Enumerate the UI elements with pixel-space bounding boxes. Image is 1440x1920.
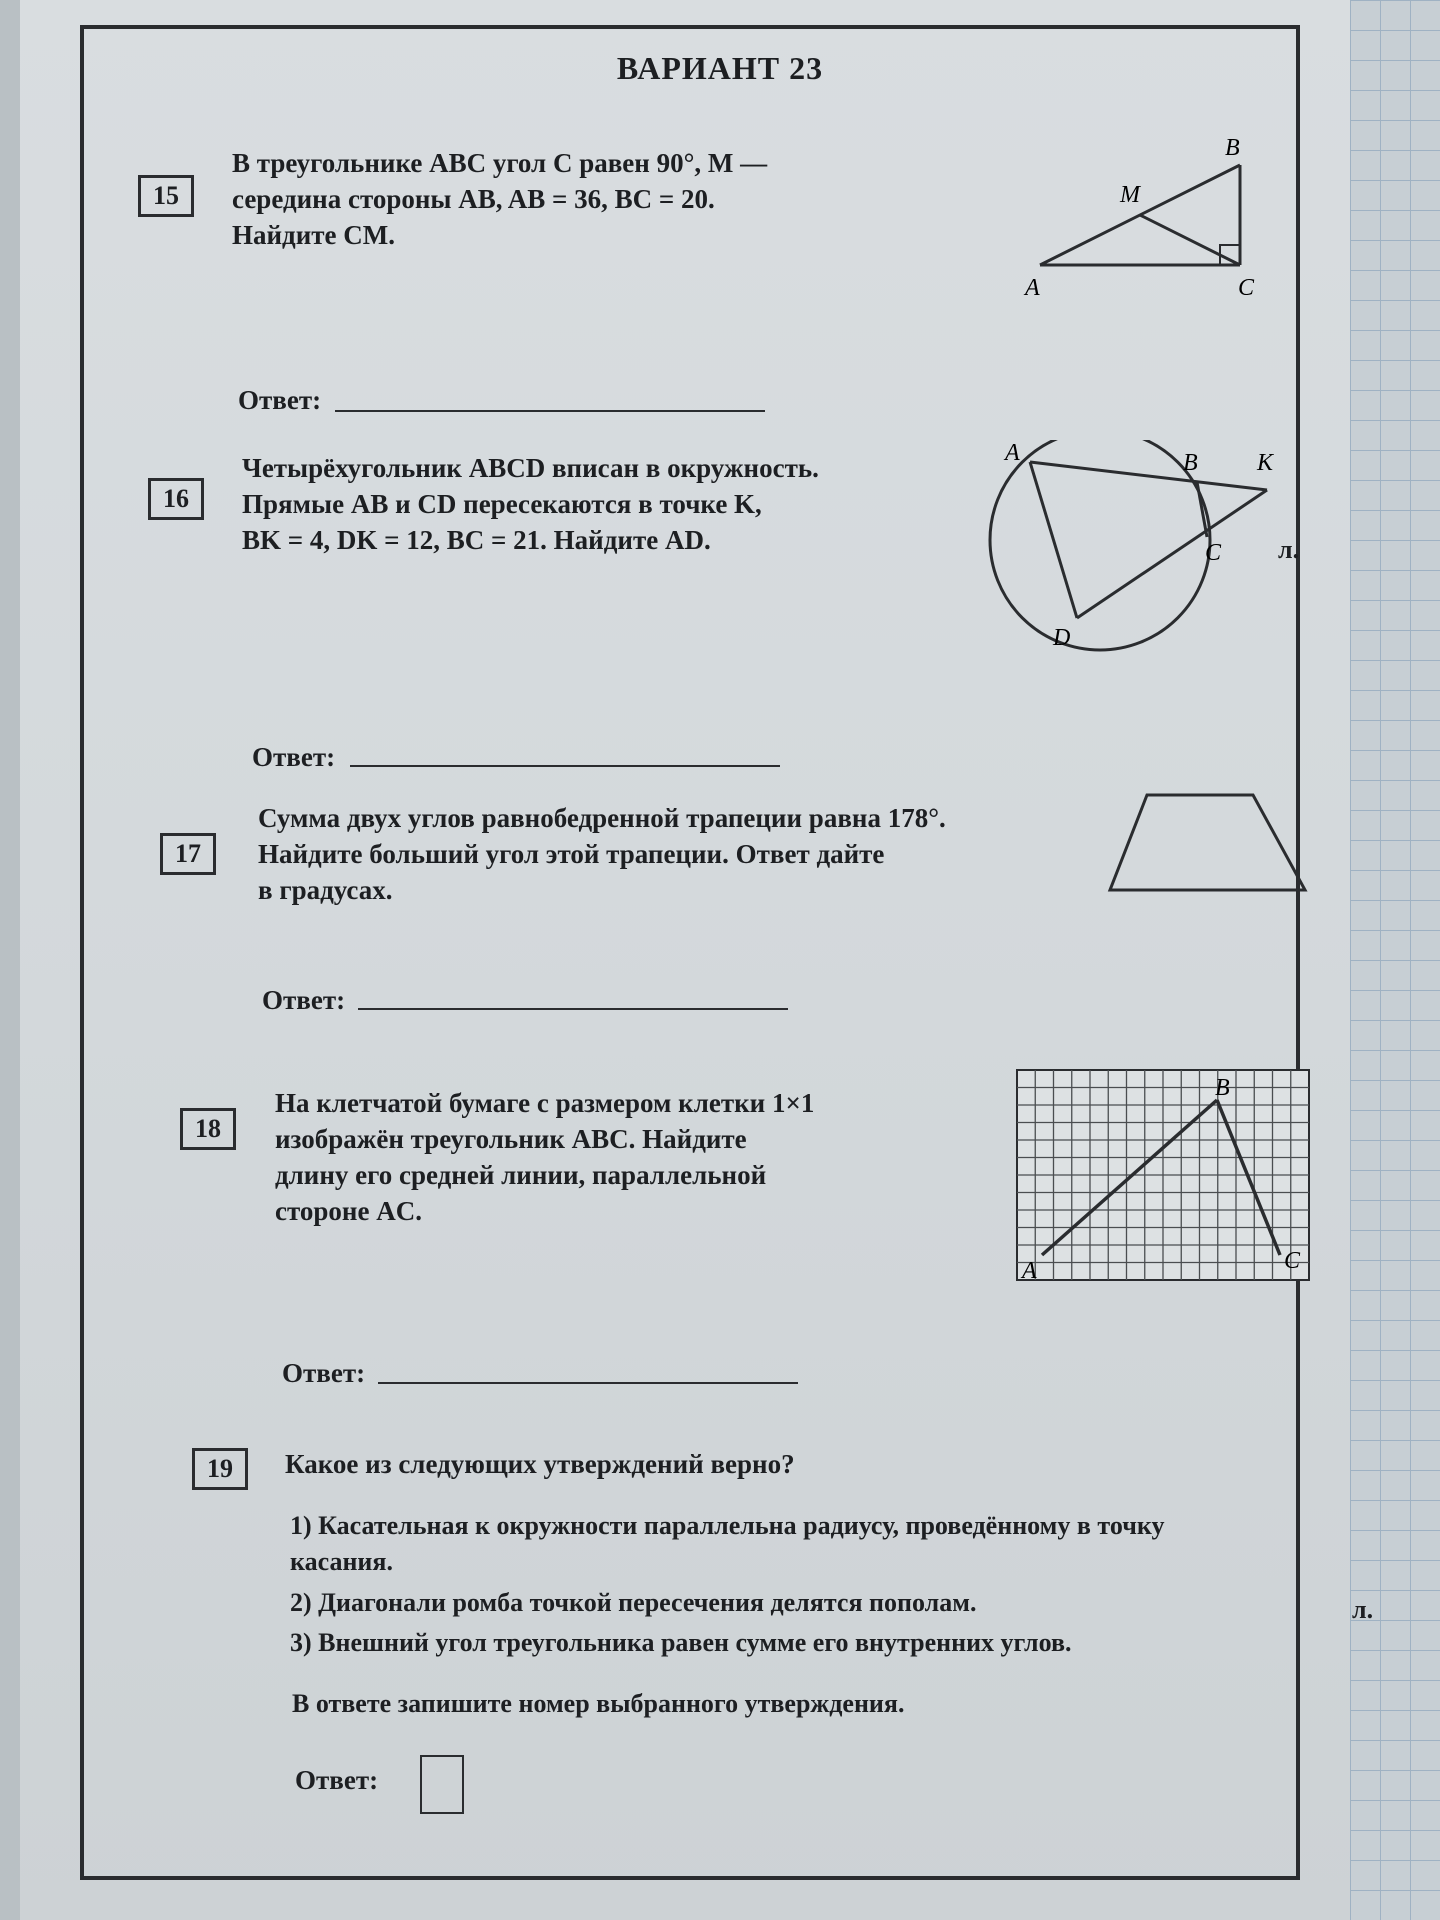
problem-18-text: На клетчатой бумаге с размером клетки 1×1 изображён треугольник ABC. Найдите длину его средней линии, параллельной стороне AC.	[275, 1088, 815, 1226]
problem-19-instruction: В ответе запишите номер выбранного утверждения.	[292, 1689, 905, 1718]
answer-line-15[interactable]	[335, 410, 765, 412]
option-2: 2) Диагонали ромба точкой пересечения делятся пополам.	[290, 1588, 977, 1617]
problem-number-17: 17	[160, 833, 216, 875]
answer-label-17: Ответ:	[262, 985, 346, 1015]
margin-mark-19: л.	[1352, 1595, 1374, 1624]
problem-17-text: Сумма двух углов равнобедренной трапеции равна 178°. Найдите больший угол этой трапеции. Ответ дайте в градусах.	[258, 803, 946, 905]
problem-19-question: Какое из следующих утверждений верно?	[285, 1449, 795, 1479]
answer-line-17[interactable]	[358, 1008, 788, 1010]
label-B: B	[1183, 450, 1198, 476]
label-A: A	[1005, 440, 1020, 466]
problem-16-text: Четырёхугольник ABCD вписан в окружность. Прямые AB и CD пересекаются в точке K, BK = 4, DK = 12, BC = 21. Найдите AD.	[242, 453, 819, 555]
trapezoid-shape	[1110, 795, 1305, 890]
line-DK	[1077, 490, 1267, 618]
label-C: C	[1284, 1248, 1301, 1274]
problem-17-figure	[1100, 785, 1315, 900]
problem-15-figure	[1020, 130, 1270, 300]
notebook-grid-paper	[1350, 0, 1440, 1920]
problem-number-18: 18	[180, 1108, 236, 1150]
problem-number-19: 19	[192, 1448, 248, 1490]
median-CM	[1140, 215, 1240, 265]
label-C: C	[1238, 275, 1255, 300]
label-B: B	[1215, 1075, 1230, 1101]
label-M: M	[1120, 182, 1140, 208]
answer-label-16: Ответ:	[252, 742, 336, 772]
label-K: K	[1257, 450, 1274, 476]
answer-label-19: Ответ:	[295, 1765, 379, 1795]
answer-box-19[interactable]	[420, 1755, 464, 1814]
chord-AD	[1030, 462, 1077, 618]
label-C: C	[1205, 540, 1222, 566]
problem-16-figure	[985, 440, 1315, 670]
option-1: 1) Касательная к окружности параллельна радиусу, проведённому в точку касания.	[290, 1511, 1165, 1576]
variant-title: ВАРИАНТ 23	[616, 50, 824, 86]
margin-mark-16: л.	[1278, 535, 1300, 564]
label-D: D	[1053, 625, 1071, 651]
label-A: A	[1022, 1258, 1037, 1284]
answer-label-15: Ответ:	[238, 385, 322, 415]
answer-line-18[interactable]	[378, 1382, 798, 1384]
problem-18-figure	[1012, 1065, 1317, 1290]
line-AK	[1030, 462, 1267, 490]
problem-number-15: 15	[138, 175, 194, 217]
option-3: 3) Внешний угол треугольника равен сумме его внутренних углов.	[290, 1628, 1072, 1657]
problem-number-16: 16	[148, 478, 204, 520]
answer-line-16[interactable]	[350, 765, 780, 767]
label-B: B	[1225, 135, 1240, 161]
problem-15-text: В треугольнике ABC угол C равен 90°, M — середина стороны AB, AB = 36, BC = 20. Найдите CM.	[232, 148, 768, 250]
answer-label-18: Ответ:	[282, 1358, 366, 1388]
label-A: A	[1025, 275, 1040, 300]
